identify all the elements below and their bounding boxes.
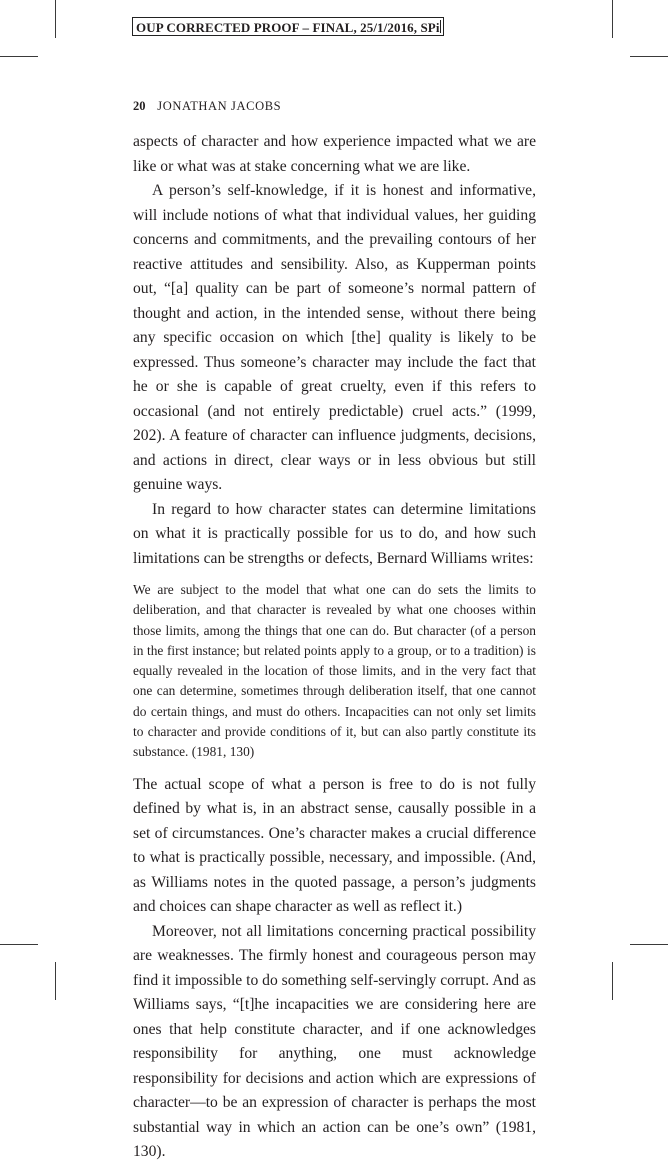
crop-mark-bottom-right-vertical [612, 962, 613, 1000]
crop-mark-top-right-vertical [612, 0, 613, 38]
paragraph-4: The actual scope of what a person is free to do is not fully defined by what is, in an abstract sense, causally possible in a set of circumstances. One’s character makes a crucial difference to what is practically possible, necessary, and impossible. (And, as Williams notes in the quoted passage, a person’s judgments and choices can shape character as well as reflect it.) [133, 775, 536, 916]
paragraph-3: In regard to how character states can determine limitations on what it is practically possible for us to do, and how such limitations can be strengths or defects, Bernard Williams writes: [133, 500, 536, 567]
body-text [133, 130, 536, 1165]
paragraph-5: Moreover, not all limitations concerning practical possibility are weaknesses. The firmly honest and courageous person may find it impossible to do something self-servingly corrupt. And as Williams says, “[t]he incapacities we are considering here are ones that help constitute character, and if one acknowledges responsibility for anything, one must acknowledge responsibility for decisions and action which are expressions of character—to be an expression of character is perhaps the most substantial way in which an action can be one’s own” (1981, 130). [133, 922, 536, 1161]
page-number: 20 [133, 99, 146, 113]
crop-mark-top-right-horizontal [630, 56, 668, 57]
crop-mark-bottom-left-horizontal [0, 944, 38, 945]
paragraph-1: aspects of character and how experience impacted what we are like or what was at stake concerning what we are like. [133, 133, 536, 175]
crop-mark-bottom-left-vertical [55, 962, 56, 1000]
author-name: JONATHAN JACOBS [157, 99, 282, 113]
crop-mark-top-left-vertical [55, 0, 56, 38]
crop-mark-top-left-horizontal [0, 56, 38, 57]
paragraph-2: A person’s self-knowledge, if it is honest and informative, will include notions of what that individual values, her guiding concerns and commitments, and the prevailing contours of her reactive attitudes and sensibility. Also, as Kupperman points out, “[a] quality can be part of someone’s normal pattern of thought and action, in the intended sense, without there being any specific occasion on which [the] quality is likely to be expressed. Thus someone’s character may include the fact that he or she is capable of great cruelty, even if this refers to occasional (and not entirely predictable) cruel acts.” (1999, 202). A feature of character can influence judgments, decisions, and actions in direct, clear ways or in less obvious but still genuine ways. [133, 182, 536, 493]
running-head [133, 99, 281, 114]
crop-mark-bottom-right-horizontal [630, 944, 668, 945]
block-quote: We are subject to the model that what one can do sets the limits to deliberation, and that character is revealed by what one chooses within those limits, among the things that one can do. But character (of a person in the first instance; but related points apply to a group, or to a tradition) is equally revealed in the location of those limits, and in the very fact that one can determine, sometimes through deliberation itself, that one cannot do certain things, and must do others. Incapacities can not only set limits to character and provide conditions of it, but can also partly constitute its substance. (1981, 130) [133, 582, 536, 760]
proof-stamp: OUP CORRECTED PROOF – FINAL, 25/1/2016, SPi [132, 17, 444, 36]
